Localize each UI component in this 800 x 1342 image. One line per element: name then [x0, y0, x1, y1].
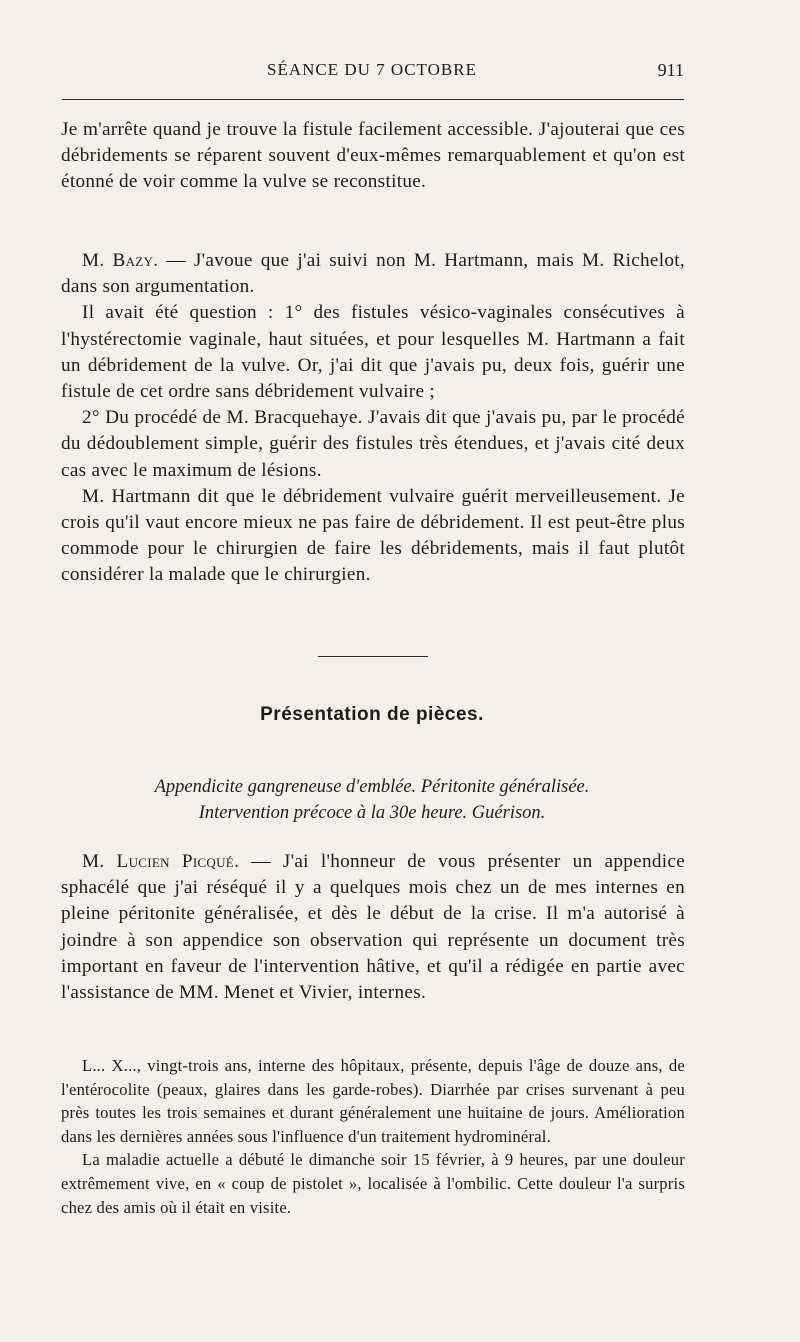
case-title-line: Appendicite gangreneuse d'emblée. Péritonite généralisée.: [154, 777, 590, 797]
paragraph: M. Hartmann dit que le débridement vulvaire guérit merveilleusement. Je crois qu'il vaut encore mieux ne pas faire de débridement. Il est peut-être plus commode pour le chirurgien de faire les débridements, mais il faut plutôt considérer la malade que le chirurgien.: [61, 485, 685, 586]
continuation-block: [61, 117, 685, 196]
case-title: [60, 774, 684, 826]
paragraph: 2° Du procédé de M. Bracquehaye. J'avais dit que j'avais pu, par le procédé du dédoublement simple, guérir des fistules très étendues, et j'avais cité deux cas avec le maximum de lésions.: [61, 407, 685, 481]
page-number: 911: [657, 60, 684, 80]
section-divider: [318, 656, 428, 657]
speaker-name: Bazy: [112, 250, 154, 271]
speech-text: . — J'avoue que j'ai suivi non M. Hartmann, mais M. Richelot, dans son argumentation.: [61, 250, 685, 298]
paragraph: L... X..., vingt-trois ans, interne des hôpitaux, présente, depuis l'âge de douze ans, de l'entérocolite (peaux, glaires dans les garde-robes). Diarrhée par crises survenant à peu près toutes les trois semaines et durant généralement une huitaine de jours. Amélioration dans les dernières années sous l'influence d'un traitement hydrominéral.: [61, 1056, 685, 1146]
paragraph: [61, 248, 685, 300]
running-title: SÉANCE DU 7 OCTOBRE: [267, 60, 477, 79]
picque-speech: [61, 849, 685, 1006]
header-rule: [62, 99, 684, 100]
section-title: Présentation de pièces.: [260, 704, 484, 725]
paragraph: Il avait été question : 1° des fistules vésico-vaginales consécutives à l'hystérectomie vaginale, haut situées, et pour lesquelles M. Hartmann a fait un débridement de la vulve. Or, j'ai dit que j'avais pu, deux fois, guérir une fistule de cet ordre sans débridement vulvaire ;: [61, 302, 685, 403]
observation: [61, 1054, 685, 1219]
paragraph: La maladie actuelle a débuté le dimanche soir 15 février, à 9 heures, par une douleur extrêmement vive, en « coup de pistolet », localisée à l'ombilic. Cette douleur l'a surpris chez des amis où il était en visite.: [61, 1150, 685, 1217]
speaker-name: Lucien Picqué: [116, 851, 235, 872]
speaker-prefix: M.: [82, 851, 117, 872]
paragraph: [61, 849, 685, 1006]
bazy-speech: [61, 248, 685, 589]
case-title-line: Intervention précoce à la 30e heure. Guérison.: [198, 803, 546, 823]
speech-text: . — J'ai l'honneur de vous présenter un appendice sphacélé que j'ai réséqué il y a quelques mois chez un de mes internes en pleine péritonite généralisée, et dès le début de la crise. Il m'a autorisé à joindre à son appendice son observation qui représente un document très important en faveur de l'intervention hâtive, et qu'il a rédigée en partie avec l'assistance de MM. Menet et Vivier, internes.: [61, 851, 686, 1004]
paragraph: Je m'arrête quand je trouve la fistule facilement accessible. J'ajouterai que ces débridements se réparent souvent d'eux-mêmes remarquablement et qu'on est étonné de voir comme la vulve se reconstitue.: [61, 119, 685, 193]
speaker-prefix: M.: [82, 250, 113, 271]
running-header: [60, 60, 684, 86]
